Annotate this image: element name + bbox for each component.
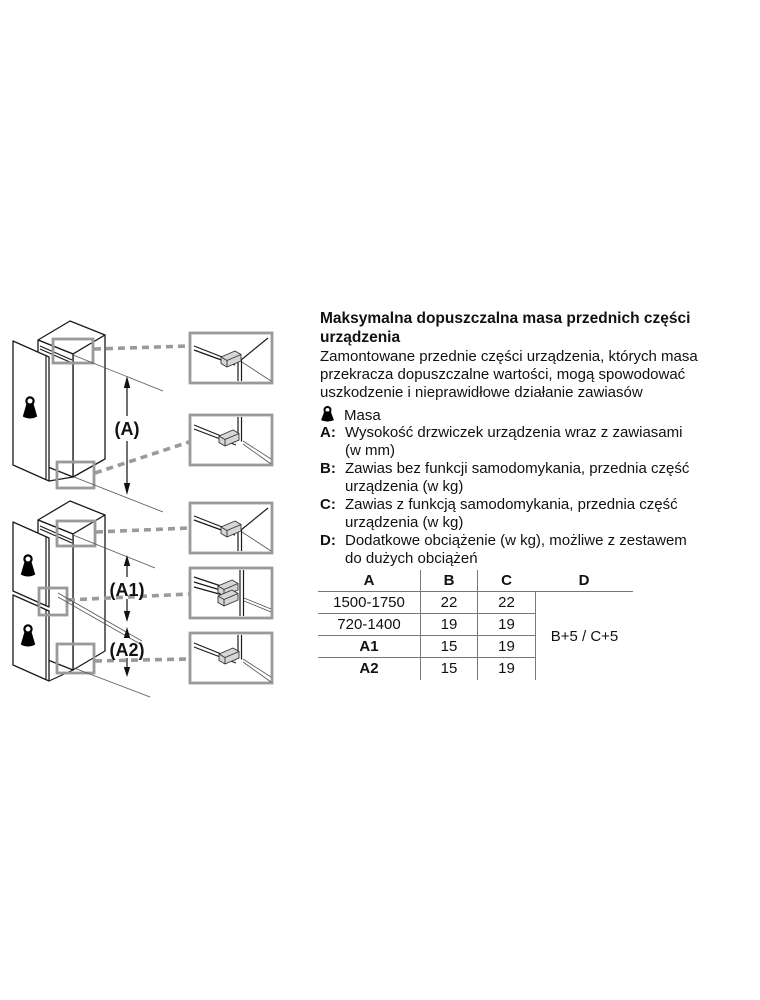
legend-text: urządzenia (w kg) bbox=[345, 478, 464, 495]
weight-icon bbox=[320, 406, 335, 424]
table-header-D: D bbox=[535, 570, 633, 592]
detail-box-bottom-hinge bbox=[190, 633, 272, 683]
section-title bbox=[320, 309, 756, 347]
legend-item-A bbox=[320, 424, 756, 460]
table-cell: 15 bbox=[420, 636, 477, 658]
mass-label: Masa bbox=[344, 406, 381, 424]
dimension-arrow-A2 bbox=[110, 627, 145, 677]
table-cell: 19 bbox=[477, 658, 535, 680]
section-body bbox=[320, 348, 756, 402]
legend-key: A: bbox=[320, 424, 336, 441]
table-cell: 19 bbox=[477, 636, 535, 658]
title-line: Maksymalna dopuszczalna masa przednich części bbox=[320, 310, 691, 327]
legend-item-D bbox=[320, 532, 756, 568]
body-line: przekracza dopuszczalne wartości, mogą spowodować bbox=[320, 366, 686, 383]
table-cell: 19 bbox=[420, 614, 477, 636]
legend-key: D: bbox=[320, 532, 336, 549]
single-door-appliance bbox=[13, 321, 272, 512]
table-header-A: A bbox=[318, 570, 420, 592]
body-line: uszkodzenie i nieprawidłowe działanie zawiasów bbox=[320, 384, 643, 401]
legend-key: C: bbox=[320, 496, 336, 513]
table-header-C: C bbox=[477, 570, 535, 592]
table-cell: 22 bbox=[420, 592, 477, 614]
hinge-weight-diagram bbox=[0, 310, 300, 710]
table-header-B: B bbox=[420, 570, 477, 592]
detail-box-middle-hinge bbox=[190, 568, 272, 618]
table-cell: 15 bbox=[420, 658, 477, 680]
legend-definitions bbox=[320, 424, 756, 568]
legend-text: urządzenia (w kg) bbox=[345, 514, 464, 531]
legend-text: (w mm) bbox=[345, 442, 395, 459]
title-line: urządzenia bbox=[320, 329, 401, 346]
legend-text: Zawias bez funkcji samodomykania, przednia część bbox=[345, 460, 690, 477]
two-door-appliance bbox=[13, 501, 272, 697]
detail-box-top-hinge bbox=[190, 503, 272, 553]
table-cell: 19 bbox=[477, 614, 535, 636]
body-line: Zamontowane przednie części urządzenia, których masa bbox=[320, 348, 698, 365]
legend-text: Dodatkowe obciążenie (w kg), możliwe z zestawem bbox=[345, 532, 687, 549]
table-cell: A1 bbox=[318, 636, 420, 658]
mass-legend-row bbox=[320, 406, 756, 424]
detail-box-top-hinge bbox=[190, 333, 272, 383]
dimension-label-A2: (A2) bbox=[109, 640, 145, 660]
table-cell: 720-1400 bbox=[318, 614, 420, 636]
legend-item-C bbox=[320, 496, 756, 532]
section-text bbox=[320, 309, 756, 568]
legend-text: Wysokość drzwiczek urządzenia wraz z zawiasami bbox=[345, 424, 683, 441]
detail-box-bottom-hinge bbox=[190, 415, 272, 465]
weights-table bbox=[318, 570, 633, 680]
table-cell-D-merged: B+5 / C+5 bbox=[535, 592, 633, 680]
legend-item-B bbox=[320, 460, 756, 496]
legend-key: B: bbox=[320, 460, 336, 477]
legend-text: do dużych obciążeń bbox=[345, 550, 478, 567]
table-cell: 1500-1750 bbox=[318, 592, 420, 614]
table-cell: 22 bbox=[477, 592, 535, 614]
legend-text: Zawias z funkcją samodomykania, przednia część bbox=[345, 496, 678, 513]
table-cell: A2 bbox=[359, 660, 379, 677]
dimension-arrow-A1 bbox=[110, 555, 145, 622]
dimension-label-A1: (A1) bbox=[109, 580, 145, 600]
dimension-label-A: (A) bbox=[114, 419, 140, 439]
dimension-arrow-A bbox=[115, 376, 140, 495]
